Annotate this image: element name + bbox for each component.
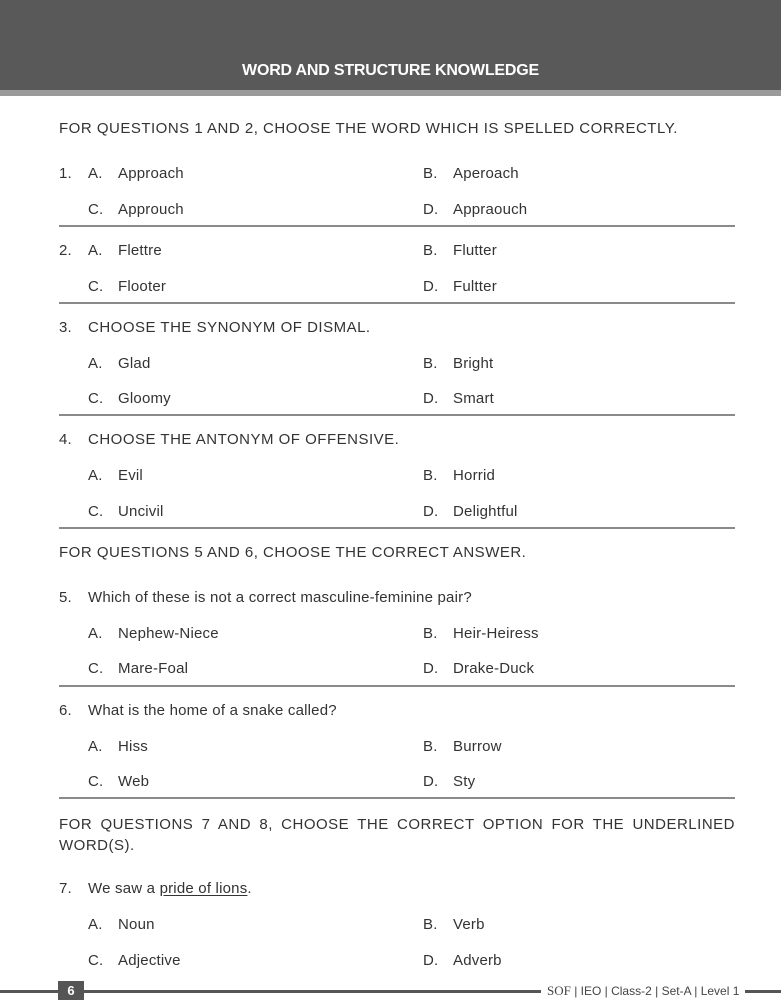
instruction-q5-6: FOR QUESTIONS 5 AND 6, CHOOSE THE CORRECT ANSWER. bbox=[59, 544, 527, 561]
question-stem bbox=[88, 880, 252, 897]
divider bbox=[59, 685, 735, 687]
sof-logo-icon: SOF bbox=[547, 983, 571, 998]
option-1d[interactable] bbox=[423, 201, 527, 218]
option-letter: A. bbox=[88, 625, 103, 642]
option-2a[interactable] bbox=[88, 242, 162, 259]
option-letter: C. bbox=[88, 201, 104, 218]
option-5d[interactable] bbox=[423, 660, 534, 677]
option-letter: B. bbox=[423, 625, 438, 642]
divider bbox=[59, 527, 735, 529]
option-text: Approuch bbox=[118, 201, 184, 218]
option-text: Delightful bbox=[453, 503, 518, 520]
underlined-phrase: pride of lions bbox=[159, 880, 248, 897]
option-letter: B. bbox=[423, 165, 438, 182]
option-letter: D. bbox=[423, 660, 439, 677]
option-text: Burrow bbox=[453, 738, 502, 755]
option-text: Sty bbox=[453, 773, 476, 790]
option-text: Mare-Foal bbox=[118, 660, 189, 677]
option-letter: A. bbox=[88, 916, 103, 933]
option-text: Heir-Heiress bbox=[453, 625, 539, 642]
option-1a[interactable] bbox=[88, 165, 184, 182]
option-text: Smart bbox=[453, 390, 495, 407]
option-text: Web bbox=[118, 773, 150, 790]
question-number: 2. bbox=[59, 242, 72, 259]
option-text: Hiss bbox=[118, 738, 148, 755]
divider bbox=[59, 225, 735, 227]
option-text: Drake-Duck bbox=[453, 660, 535, 677]
option-letter: D. bbox=[423, 773, 439, 790]
option-text: Aperoach bbox=[453, 165, 519, 182]
instruction-q7-8: FOR QUESTIONS 7 AND 8, CHOOSE THE CORRECT OPTION FOR THE UNDERLINED WORD(S). bbox=[59, 816, 735, 854]
divider bbox=[59, 414, 735, 416]
question-stem: CHOOSE THE ANTONYM OF OFFENSIVE. bbox=[88, 431, 400, 448]
header-stripe bbox=[0, 90, 781, 96]
question-number: 5. bbox=[59, 589, 72, 606]
option-7d[interactable] bbox=[423, 952, 502, 969]
option-letter: B. bbox=[423, 916, 438, 933]
option-text: Nephew-Niece bbox=[118, 625, 219, 642]
option-3d[interactable] bbox=[423, 390, 494, 407]
question-number: 7. bbox=[59, 880, 72, 897]
option-letter: C. bbox=[88, 503, 104, 520]
option-letter: A. bbox=[88, 242, 103, 259]
option-3a[interactable] bbox=[88, 355, 151, 372]
option-letter: B. bbox=[423, 355, 438, 372]
page-number: 6 bbox=[58, 981, 84, 1000]
option-letter: B. bbox=[423, 738, 438, 755]
option-text: Bright bbox=[453, 355, 494, 372]
option-text: Verb bbox=[453, 916, 485, 933]
option-7a[interactable] bbox=[88, 916, 155, 933]
option-6b[interactable] bbox=[423, 738, 502, 755]
question-stem: CHOOSE THE SYNONYM OF DISMAL. bbox=[88, 319, 371, 336]
option-6c[interactable] bbox=[88, 773, 149, 790]
option-1b[interactable] bbox=[423, 165, 519, 182]
option-text: Uncivil bbox=[118, 503, 164, 520]
option-3b[interactable] bbox=[423, 355, 493, 372]
option-text: Flettre bbox=[118, 242, 162, 259]
option-letter: D. bbox=[423, 503, 439, 520]
divider bbox=[59, 302, 735, 304]
option-letter: D. bbox=[423, 201, 439, 218]
option-letter: D. bbox=[423, 952, 439, 969]
option-4d[interactable] bbox=[423, 503, 518, 520]
question-number: 3. bbox=[59, 319, 72, 336]
option-text: Adjective bbox=[118, 952, 181, 969]
option-7b[interactable] bbox=[423, 916, 485, 933]
option-letter: A. bbox=[88, 467, 103, 484]
option-5b[interactable] bbox=[423, 625, 539, 642]
question-number: 1. bbox=[59, 165, 72, 182]
option-text: Horrid bbox=[453, 467, 496, 484]
instruction-q1-2: FOR QUESTIONS 1 AND 2, CHOOSE THE WORD WHICH IS SPELLED CORRECTLY. bbox=[59, 120, 678, 137]
option-letter: A. bbox=[88, 355, 103, 372]
option-5c[interactable] bbox=[88, 660, 188, 677]
option-letter: C. bbox=[88, 660, 104, 677]
option-letter: D. bbox=[423, 390, 439, 407]
option-5a[interactable] bbox=[88, 625, 219, 642]
option-text: Adverb bbox=[453, 952, 502, 969]
option-2b[interactable] bbox=[423, 242, 497, 259]
option-6d[interactable] bbox=[423, 773, 475, 790]
option-letter: A. bbox=[88, 165, 103, 182]
option-4a[interactable] bbox=[88, 467, 143, 484]
option-letter: A. bbox=[88, 738, 103, 755]
footer-info bbox=[541, 983, 745, 999]
question-stem: What is the home of a snake called? bbox=[88, 702, 337, 719]
option-2c[interactable] bbox=[88, 278, 166, 295]
option-text: Glad bbox=[118, 355, 151, 372]
option-2d[interactable] bbox=[423, 278, 497, 295]
option-4c[interactable] bbox=[88, 503, 164, 520]
option-text: Fultter bbox=[453, 278, 497, 295]
question-stem: Which of these is not a correct masculine-feminine pair? bbox=[88, 589, 472, 606]
question-number: 6. bbox=[59, 702, 72, 719]
option-1c[interactable] bbox=[88, 201, 184, 218]
option-6a[interactable] bbox=[88, 738, 148, 755]
option-letter: C. bbox=[88, 952, 104, 969]
option-7c[interactable] bbox=[88, 952, 181, 969]
option-letter: C. bbox=[88, 773, 104, 790]
question-number: 4. bbox=[59, 431, 72, 448]
option-text: Gloomy bbox=[118, 390, 171, 407]
option-3c[interactable] bbox=[88, 390, 171, 407]
option-letter: B. bbox=[423, 242, 438, 259]
option-text: Flooter bbox=[118, 278, 167, 295]
option-text: Approach bbox=[118, 165, 184, 182]
option-letter: D. bbox=[423, 278, 439, 295]
option-text: Noun bbox=[118, 916, 155, 933]
option-4b[interactable] bbox=[423, 467, 495, 484]
option-letter: C. bbox=[88, 278, 104, 295]
footer-info-text: | IEO | Class-2 | Set-A | Level 1 bbox=[570, 984, 740, 998]
option-letter: B. bbox=[423, 467, 438, 484]
option-text: Flutter bbox=[453, 242, 497, 259]
stem-suffix: . bbox=[247, 880, 252, 897]
option-text: Appraouch bbox=[453, 201, 528, 218]
section-title: WORD AND STRUCTURE KNOWLEDGE bbox=[242, 62, 539, 79]
option-letter: C. bbox=[88, 390, 104, 407]
option-text: Evil bbox=[118, 467, 143, 484]
stem-prefix: We saw a bbox=[88, 880, 160, 897]
divider bbox=[59, 797, 735, 799]
